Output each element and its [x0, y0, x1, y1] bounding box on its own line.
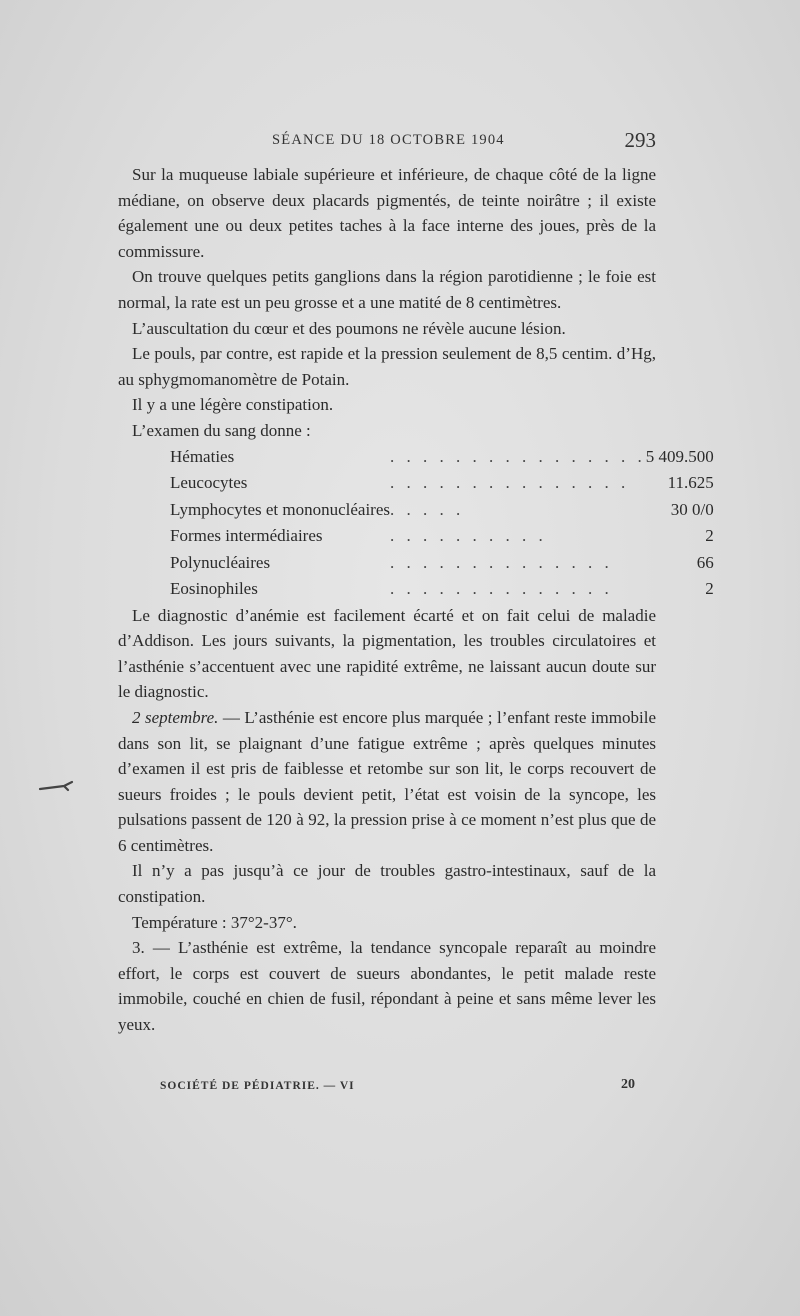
page-number: 293	[624, 128, 656, 152]
signature-mark: 20	[621, 1077, 635, 1092]
lab-value: 2	[705, 579, 714, 599]
paragraph: 3. — L’asthénie est extrême, la tendance syncopale reparaît au moindre effort, le corps est couvert de sueurs abondantes, le petit malade reste immobile, couché en chien de fusil, répondant à peine et sans même lever les yeux.	[118, 938, 656, 1035]
paragraph: Il y a une légère constipation.	[132, 395, 334, 415]
paragraph: Sur la muqueuse labiale supérieure et inférieure, de chaque côté de la ligne médiane, on observe deux placards pigmentés, de teinte noirâtre ; il existe également une ou deux petites taches à la face interne des joues, près de la commissure.	[118, 165, 656, 261]
table-row	[170, 444, 714, 471]
date-label: 2 septembre.	[132, 707, 219, 727]
lab-label: Formes intermédiaires	[170, 526, 323, 546]
dot-leader: . . . . . . . . . .	[390, 526, 547, 546]
article-body	[118, 162, 714, 1038]
dot-leader: . . . . . . . . . . . . . .	[390, 552, 613, 572]
paragraph: L’examen du sang donne :	[132, 420, 311, 440]
lab-label: Lymphocytes et mononucléaires	[170, 499, 390, 519]
blood-exam-table	[170, 444, 714, 603]
paragraph: Il n’y a pas jusqu’à ce jour de troubles gastro-intestinaux, sauf de la constipation.	[118, 861, 656, 907]
table-row	[170, 470, 714, 497]
paragraph: Le diagnostic d’anémie est facilement écarté et on fait celui de maladie d’Addison. Les jours suivants, la pigmentation, les troubles circulatoires et l’asthénie s’accentuent avec une rapidité extrême, ne laissant aucun doute sur le diagnostic.	[118, 605, 656, 702]
paragraph	[118, 705, 656, 859]
table-row	[170, 550, 714, 577]
footer-title: SOCIÉTÉ DE PÉDIATRIE. — VI	[160, 1080, 355, 1092]
table-row	[170, 576, 714, 603]
lab-value: 2	[705, 526, 714, 546]
lab-value: 11.625	[667, 473, 714, 493]
margin-arrow-icon	[38, 780, 74, 794]
lab-label: Hématies	[170, 446, 235, 466]
lab-value: 5 409.500	[645, 446, 714, 466]
lab-label: Polynucléaires	[170, 552, 271, 572]
paragraph: L’auscultation du cœur et des poumons ne révèle aucune lésion.	[132, 318, 566, 338]
paragraph: Température : 37°2-37°.	[132, 912, 297, 932]
dot-leader: . . . . . . . . . . . . . .	[390, 579, 613, 599]
lab-label: Leucocytes	[170, 473, 248, 493]
dot-leader: . . . . . . . . . . . . . . . .	[390, 446, 646, 466]
page-header	[118, 128, 656, 158]
page-footer	[160, 1077, 640, 1100]
dot-leader: . . . . .	[390, 499, 465, 519]
table-row	[170, 523, 714, 550]
paragraph: Le pouls, par contre, est rapide et la pression seulement de 8,5 centim. d’Hg, au sphygmomanomètre de Potain.	[118, 344, 656, 389]
paragraph: On trouve quelques petits ganglions dans la région parotidienne ; le foie est normal, la rate est un peu grosse et a une matité de 8 centimètres.	[118, 267, 656, 312]
lab-value: 30 0/0	[670, 499, 714, 519]
paragraph-text: — L’asthénie est encore plus marquée ; l’enfant reste immobile dans son lit, se plaignant d’une fatigue extrême ; après quelques minutes d’examen il est pris de faiblesse et retombe sur son lit, le corps recouvert de sueurs froides ; le pouls devient petit, l’état est voisin de la syncope, les pulsations passent de 120 à 92, la pression prise à ce moment n’est plus que de 6 centimètres.	[118, 707, 656, 855]
running-title: SÉANCE DU 18 OCTOBRE 1904	[272, 132, 505, 148]
lab-value: 66	[696, 552, 714, 572]
dot-leader: . . . . . . . . . . . . . . .	[390, 473, 630, 493]
table-row	[170, 497, 714, 524]
lab-label: Eosinophiles	[170, 579, 258, 599]
